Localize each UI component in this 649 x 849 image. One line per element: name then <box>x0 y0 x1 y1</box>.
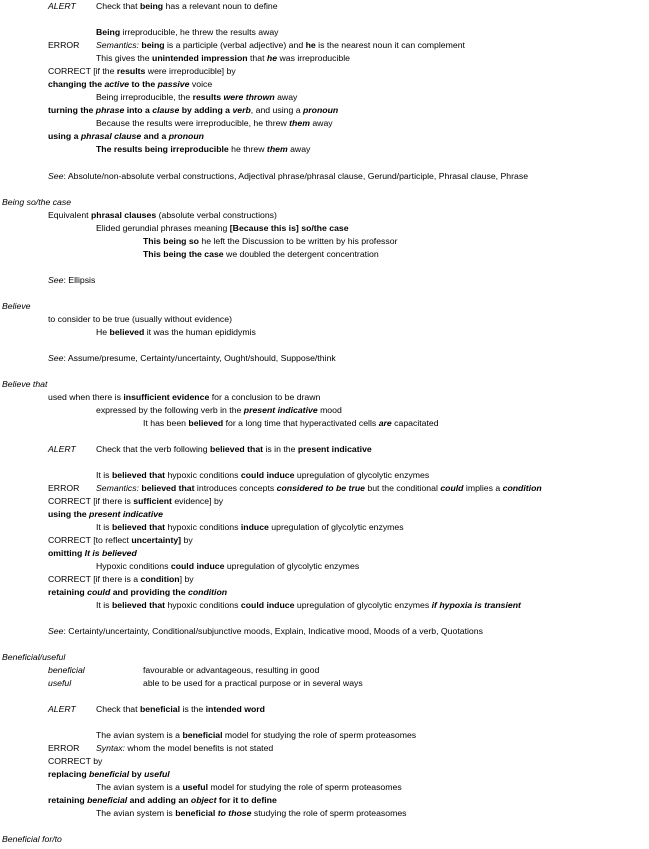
text-run: to consider to be true (usually without evidence) <box>48 314 232 324</box>
text-run: could induce <box>170 561 225 571</box>
text-run: and a <box>141 131 169 141</box>
text-run: hypoxic conditions <box>165 522 241 532</box>
text-run: clause <box>152 105 180 115</box>
document-line <box>48 314 232 325</box>
document-line <box>96 118 333 129</box>
text-run: replacing <box>48 769 90 779</box>
document-line <box>96 600 521 611</box>
text-run: The avian system is <box>96 808 176 818</box>
text-run: using a <box>48 131 81 141</box>
document-line <box>96 704 265 715</box>
document-line <box>96 561 359 572</box>
document-line <box>96 808 407 819</box>
document-line <box>2 301 31 312</box>
text-run: by <box>181 535 193 545</box>
text-run: : Certainty/uncertainty, Conditional/subjunctive moods, Explain, Indicative mood, Moods of a verb, Quotations <box>63 626 483 636</box>
document-line <box>48 535 193 546</box>
text-run: hypoxic conditions <box>165 600 241 610</box>
document-line <box>48 353 336 364</box>
text-run: them <box>266 144 288 154</box>
text-run: It is believed <box>84 548 137 558</box>
text-run: Check that the verb following <box>96 444 210 454</box>
document-line <box>48 496 223 507</box>
text-run: into a <box>124 105 153 115</box>
document-line <box>96 743 273 754</box>
text-run: The avian system is a <box>96 730 183 740</box>
text-run: being <box>141 40 165 50</box>
text-run: he <box>305 40 316 50</box>
text-run: by adding a <box>179 105 233 115</box>
text-run: hypoxic conditions <box>165 470 241 480</box>
text-run: (absolute verbal constructions) <box>156 210 277 220</box>
text-run: model for studying the role of sperm proteasomes <box>222 730 417 740</box>
text-run: beneficial <box>87 795 128 805</box>
text-run: he <box>266 53 278 63</box>
document-line <box>96 483 542 494</box>
document-line <box>2 834 62 845</box>
text-run: is a participle (verbal adjective) and <box>164 40 306 50</box>
text-run: mood <box>317 405 342 415</box>
text-run: , and using a <box>250 105 303 115</box>
text-run: upregulation of glycolytic enzymes <box>294 600 432 610</box>
document-line <box>48 79 212 90</box>
text-run: Being so/the case <box>2 197 72 207</box>
line-label: ERROR <box>48 483 80 493</box>
text-run: were irreproducible] by <box>145 66 236 76</box>
text-run: Beneficial for/to <box>2 834 62 844</box>
text-run: omitting <box>48 548 85 558</box>
text-run: voice <box>189 79 213 89</box>
document-line <box>96 92 297 103</box>
document-line <box>48 548 137 559</box>
text-run: present indicative <box>89 509 163 519</box>
document-line <box>48 626 483 637</box>
text-run: [Because this is] so/the case <box>229 223 349 233</box>
text-run: believed that <box>209 444 264 454</box>
text-run: This gives the <box>96 53 153 63</box>
text-run: expressed by the following verb in the <box>96 405 244 415</box>
text-run: believed <box>188 418 224 428</box>
document-line <box>48 795 277 806</box>
text-run: beneficial <box>139 704 181 714</box>
text-run: condition <box>140 574 180 584</box>
text-run: beneficial <box>89 769 130 779</box>
text-run: Believe <box>2 301 31 311</box>
document-line <box>48 756 102 767</box>
text-run: See <box>48 626 64 636</box>
document-line <box>96 444 372 455</box>
document-line <box>143 249 379 260</box>
line-label: ERROR <box>48 40 80 50</box>
text-run: could <box>87 587 111 597</box>
text-run: them <box>289 118 310 128</box>
text-run: able to be used for a practical purpose or in several ways <box>143 678 363 688</box>
text-run: pronoun <box>168 131 204 141</box>
line-label: beneficial <box>48 665 85 675</box>
document-line <box>48 392 320 403</box>
document-line <box>96 405 342 416</box>
document-line <box>143 665 319 676</box>
text-run: The avian system is a <box>96 782 183 792</box>
text-run: See <box>48 353 64 363</box>
text-run: and providing the <box>110 587 188 597</box>
text-run: away <box>287 144 311 154</box>
document-line <box>2 652 65 663</box>
text-run: sufficient <box>133 496 172 506</box>
text-run: He <box>96 327 110 337</box>
text-run: turning the <box>48 105 96 115</box>
text-run: believed that <box>111 522 166 532</box>
text-run: favourable or advantageous, resulting in good <box>143 665 320 675</box>
document-line <box>143 678 363 689</box>
document-line <box>96 522 404 533</box>
document-line <box>48 66 236 77</box>
text-run: has a relevant noun to define <box>163 1 278 11</box>
document-line <box>48 587 227 598</box>
text-run: CORRECT [to reflect <box>48 535 132 545</box>
text-run: Hypoxic conditions <box>96 561 171 571</box>
text-run: useful <box>144 769 170 779</box>
text-run: Equivalent <box>48 210 91 220</box>
text-run: results <box>116 66 146 76</box>
text-run: useful <box>182 782 209 792</box>
document-line <box>96 1 278 12</box>
text-run: evidence] by <box>171 496 224 506</box>
text-run: whom the model benefits is not stated <box>124 743 274 753</box>
text-run: away <box>274 92 298 102</box>
text-run: induce <box>240 522 269 532</box>
text-run: upregulation of glycolytic enzymes <box>224 561 360 571</box>
text-run: used when there is <box>48 392 124 402</box>
text-run: pronoun <box>302 105 339 115</box>
text-run: present indicative <box>243 405 318 415</box>
text-run: active <box>104 79 130 89</box>
text-run: This being so <box>143 236 199 246</box>
text-run: Check that <box>96 704 140 714</box>
document-line <box>143 418 439 429</box>
document-line <box>96 53 350 64</box>
document-line <box>2 379 47 390</box>
text-run: capacitated <box>391 418 439 428</box>
text-run: Elided gerundial phrases meaning <box>96 223 230 233</box>
text-run: believed <box>109 327 145 337</box>
text-run: The results being irreproducible <box>96 144 229 154</box>
text-run: by <box>129 769 145 779</box>
text-run: condition <box>188 587 228 597</box>
text-run: to the <box>129 79 158 89</box>
text-run: CORRECT [if the <box>48 66 117 76</box>
text-run: for a conclusion to be drawn <box>209 392 321 402</box>
text-run: Check that <box>96 1 140 11</box>
document-line <box>2 197 71 208</box>
text-run: implies a <box>463 483 503 493</box>
text-run: Semantics: <box>96 40 139 50</box>
text-run: believed that <box>141 483 195 493</box>
text-run: It has been <box>143 418 189 428</box>
text-run: is in the <box>263 444 298 454</box>
text-run: : Absolute/non-absolute verbal constructions, Adjectival phrase/phrasal clause, Gerund/participle, Phrasal clause, Phrase <box>63 171 529 181</box>
document-line <box>48 105 338 116</box>
text-run: he threw <box>228 144 267 154</box>
text-run: are <box>378 418 392 428</box>
document-line <box>96 782 402 793</box>
text-run: could induce <box>240 600 295 610</box>
text-run: Because the results were irreproducible, he threw <box>96 118 290 128</box>
text-run: is the <box>180 704 206 714</box>
text-run: retaining <box>48 795 88 805</box>
document-line <box>48 131 204 142</box>
document-line <box>96 144 310 155</box>
text-run: verb <box>232 105 251 115</box>
text-run: condition <box>502 483 542 493</box>
document-line <box>96 40 465 51</box>
text-run: studying the role of sperm proteasomes <box>251 808 407 818</box>
text-run: for a long time that hyperactivated cells <box>223 418 379 428</box>
text-run: away <box>309 118 333 128</box>
text-run: we doubled the detergent concentration <box>223 249 379 259</box>
text-run: It is <box>96 470 112 480</box>
text-run: that <box>247 53 267 63</box>
text-run: introduces concepts <box>194 483 277 493</box>
text-run: irreproducible, he threw the results away <box>120 27 279 37</box>
text-run: considered to be true <box>276 483 365 493</box>
text-run: believed that <box>111 470 166 480</box>
text-run: for it to define <box>216 795 277 805</box>
text-run: CORRECT [if there is a <box>48 574 141 584</box>
text-run: Beneficial/useful <box>2 652 66 662</box>
text-run: ] by <box>179 574 194 584</box>
document-line <box>48 210 277 221</box>
text-run: uncertainty] <box>131 535 182 545</box>
text-run: were thrown <box>223 92 275 102</box>
text-run: changing the <box>48 79 105 89</box>
text-run: insufficient evidence <box>123 392 210 402</box>
document-line <box>96 730 416 741</box>
text-run: unintended impression <box>152 53 248 63</box>
text-run: it was the human epididymis <box>144 327 256 337</box>
text-run: present indicative <box>297 444 372 454</box>
text-run: believed that <box>111 600 166 610</box>
text-run: CORRECT [if there is <box>48 496 134 506</box>
text-run: upregulation of glycolytic enzymes <box>294 470 430 480</box>
text-run: to those <box>217 808 252 818</box>
text-run: results <box>192 92 224 102</box>
text-run: was irreproducible <box>277 53 350 63</box>
line-label: ALERT <box>48 1 76 11</box>
text-run: could <box>440 483 464 493</box>
text-run: CORRECT by <box>48 756 103 766</box>
text-run: phrase <box>95 105 125 115</box>
text-run: retaining <box>48 587 88 597</box>
text-run: See <box>48 171 64 181</box>
text-run: Being <box>96 27 121 37</box>
line-label: useful <box>48 678 72 688</box>
text-run: phrasal clause <box>80 131 142 141</box>
text-run: is the nearest noun it can complement <box>315 40 465 50</box>
text-run: being <box>139 1 164 11</box>
text-run: he left the Discussion to be written by his professor <box>199 236 398 246</box>
line-label: ERROR <box>48 743 80 753</box>
text-run: : Assume/presume, Certainty/uncertainty, Ought/should, Suppose/think <box>63 353 336 363</box>
line-label: ALERT <box>48 704 76 714</box>
text-run: Believe that <box>2 379 48 389</box>
text-run: phrasal clauses <box>90 210 157 220</box>
text-run: See <box>48 275 64 285</box>
document-line <box>143 236 397 247</box>
text-run: Semantics: <box>96 483 139 493</box>
document-line <box>96 327 256 338</box>
text-run: This being the case <box>143 249 224 259</box>
text-run: using the <box>48 509 90 519</box>
document-line <box>96 470 429 481</box>
document-line <box>48 275 95 286</box>
text-run: Syntax: <box>96 743 125 753</box>
document-line <box>48 769 170 780</box>
text-run: : Ellipsis <box>63 275 96 285</box>
document-line <box>48 509 163 520</box>
text-run: model for studying the role of sperm proteasomes <box>208 782 402 792</box>
text-run: Being irreproducible, the <box>96 92 193 102</box>
text-run: It is <box>96 600 112 610</box>
document-line <box>96 27 279 38</box>
text-run: but the conditional <box>364 483 441 493</box>
document-line <box>48 574 194 585</box>
text-run: intended word <box>205 704 265 714</box>
text-run: if hypoxia is transient <box>431 600 521 610</box>
text-run: beneficial <box>182 730 223 740</box>
text-run: could induce <box>240 470 295 480</box>
line-label: ALERT <box>48 444 76 454</box>
text-run: passive <box>157 79 190 89</box>
text-run: upregulation of glycolytic enzymes <box>268 522 404 532</box>
text-run: It is <box>96 522 112 532</box>
document-line <box>96 223 349 234</box>
text-run: and adding an <box>127 795 191 805</box>
text-run: beneficial <box>175 808 218 818</box>
document-line <box>48 171 528 182</box>
text-run: object <box>190 795 217 805</box>
